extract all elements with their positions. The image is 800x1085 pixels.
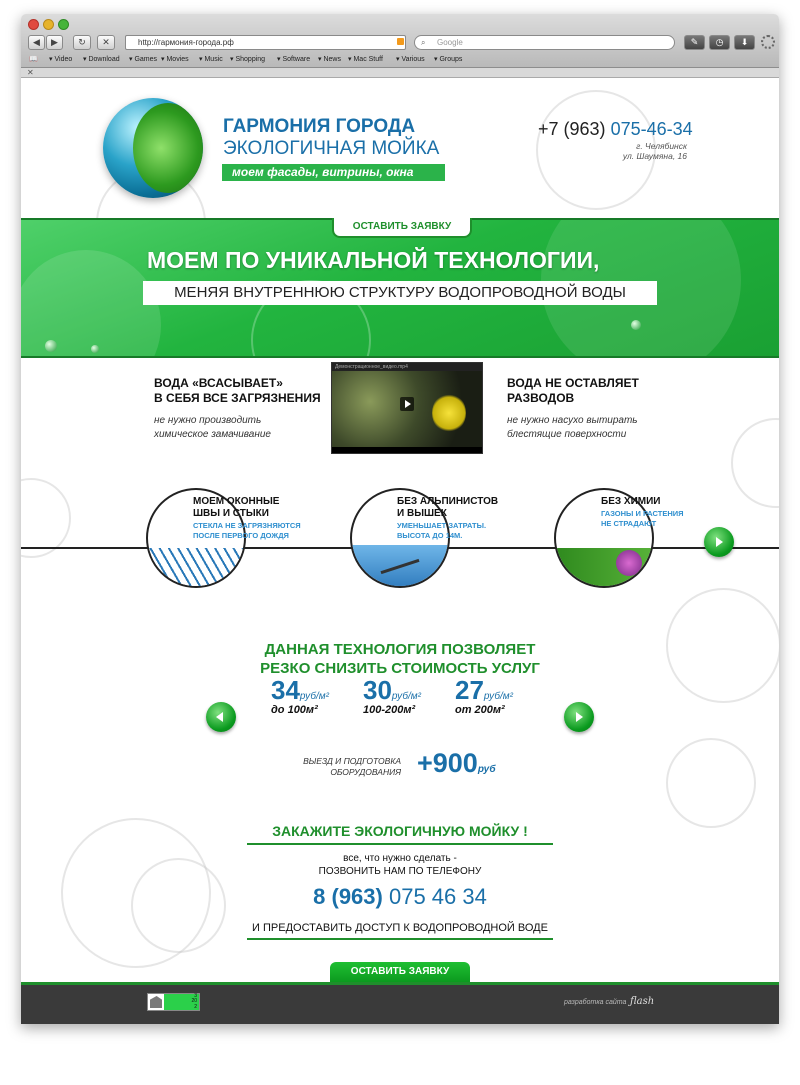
brand-name: ГАРМОНИЯ ГОРОДА [223, 116, 416, 137]
decor-ring [21, 250, 161, 358]
price-tier-3-unit: руб/м² [483, 691, 513, 702]
feature-1-title-1: МОЕМ ОКОННЫЕ [193, 496, 280, 507]
bookmark-item[interactable]: ▾ News [318, 56, 341, 63]
order-phone-prefix: 8 (963) [313, 884, 383, 909]
feature-1-title-2: ШВЫ И СТЫКИ [193, 508, 269, 519]
benefit-left-title-2: В СЕБЯ ВСЕ ЗАГРЯЗНЕНИЯ [154, 391, 321, 405]
price-tier-1-unit: руб/м² [299, 691, 329, 702]
pricing-title-2: РЕЗКО СНИЗИТЬ СТОИМОСТЬ УСЛУГ [260, 660, 540, 677]
price-tier-2-value: 30 [363, 675, 392, 705]
web-page [21, 78, 779, 1024]
header-phone[interactable] [538, 118, 693, 140]
hero-order-button[interactable]: ОСТАВИТЬ ЗАЯВКУ [332, 218, 472, 238]
bookmark-item[interactable]: ▾ Software [277, 56, 311, 63]
order-title: ЗАКАЖИТЕ ЭКОЛОГИЧНУЮ МОЙКУ ! [247, 822, 553, 845]
price-tier-1 [271, 676, 329, 717]
minimize-window-icon[interactable] [43, 19, 54, 30]
hero-title: МОЕМ ПО УНИКАЛЬНОЙ ТЕХНОЛОГИИ, [147, 247, 600, 273]
header-phone-prefix: +7 (963) [538, 119, 606, 139]
benefit-left-title-1: ВОДА «ВСАСЫВАЕТ» [154, 376, 283, 390]
feature-image-glass [148, 548, 246, 588]
feature-3-sub-1: ГАЗОНЫ И РАСТЕНИЯ [601, 509, 684, 518]
counter-value: 20 [191, 998, 197, 1005]
bookmark-item[interactable]: ▾ Games [129, 56, 158, 63]
bookmark-label: Games [134, 56, 158, 63]
developer-credit[interactable]: разработка сайта [564, 999, 627, 1006]
price-tier-1-value: 34 [271, 675, 300, 705]
bookmark-label: Various [401, 56, 425, 63]
bookmarks-book-icon[interactable]: 📖 [29, 56, 38, 63]
order-line-1: все, что нужно сделать - [343, 853, 457, 864]
feature-2-sub-1: УМЕНЬШАЕТ ЗАТРАТЫ. [397, 521, 487, 530]
decor-ring [21, 478, 71, 558]
hero-subtitle: МЕНЯЯ ВНУТРЕННЮЮ СТРУКТУРУ ВОДОПРОВОДНОЙ ВОДЫ [143, 281, 657, 305]
extra-cost-value: +900 [417, 748, 478, 778]
bookmark-label: Software [282, 56, 311, 63]
extra-cost-label-1: ВЫЕЗД И ПОДГОТОВКА [303, 756, 401, 766]
developer-signature[interactable]: ƒlash [630, 996, 655, 1007]
decor-ring [666, 738, 756, 828]
video-controls-bar[interactable] [332, 447, 483, 454]
footer-order-button[interactable]: ОСТАВИТЬ ЗАЯВКУ [330, 962, 470, 982]
price-tier-2-range: 100-200м² [363, 704, 416, 716]
bookmark-label: Music [204, 56, 223, 63]
reload-button[interactable]: ↻ [73, 35, 91, 50]
price-tier-1-range: до 100м² [271, 704, 318, 716]
header-city: г. Челябинск [636, 141, 687, 151]
history-icon[interactable]: ◷ [709, 35, 730, 50]
feature-1-sub-1: СТЕКЛА НЕ ЗАГРЯЗНЯЮТСЯ [193, 521, 301, 530]
bookmark-item[interactable]: ▾ Various [396, 56, 425, 63]
price-tier-3-value: 27 [455, 675, 484, 705]
feature-image-flowers [616, 550, 642, 576]
benefit-left-sub-2: химическое замачивание [154, 429, 271, 440]
loading-spinner-icon [761, 35, 775, 49]
download-icon[interactable]: ⬇ [734, 35, 755, 50]
extra-cost-unit: руб [477, 764, 496, 775]
bookmark-item[interactable]: ▾ Mac Stuff [348, 56, 383, 63]
water-drop [631, 320, 641, 330]
feature-2-title-1: БЕЗ АЛЬПИНИСТОВ [397, 496, 499, 507]
bookmark-label: Download [88, 56, 120, 63]
bookmark-item[interactable]: ▾ Music [199, 56, 223, 63]
benefit-right-title-1: ВОДА НЕ ОСТАВЛЯЕТ [507, 376, 639, 390]
zoom-window-icon[interactable] [58, 19, 69, 30]
water-drop [91, 345, 99, 353]
search-input[interactable]: Google [414, 35, 675, 50]
bookmark-add-icon[interactable]: ✎ [684, 35, 705, 50]
counter-value: 3 [194, 993, 197, 999]
bookmark-item[interactable]: ▾ Shopping [230, 56, 266, 63]
benefit-right-sub-1: не нужно насухо вытирать [507, 415, 638, 426]
tagline-banner: моем фасады, витрины, окна [222, 164, 445, 181]
bookmark-label: News [323, 56, 341, 63]
feature-3-title-1: БЕЗ ХИМИИ [601, 496, 661, 507]
benefit-left-sub-1: не нужно производить [154, 415, 262, 426]
video-player[interactable] [331, 362, 483, 454]
price-tier-2-unit: руб/м² [391, 691, 421, 702]
browser-window [21, 14, 779, 1024]
bookmark-item[interactable]: ▾ Download [83, 56, 120, 63]
water-drop [45, 340, 57, 352]
brand-subtitle: ЭКОЛОГИЧНАЯ МОЙКА [223, 138, 440, 159]
footer [21, 985, 779, 1024]
decor-ring [731, 418, 779, 508]
bookmark-item[interactable]: ▾ Video [49, 56, 73, 63]
visit-counter[interactable] [147, 993, 200, 1011]
extra-cost [417, 748, 496, 779]
benefit-right-title-2: РАЗВОДОВ [507, 391, 575, 405]
pricing-next-button[interactable] [564, 702, 594, 732]
counter-logo-icon [150, 996, 162, 1008]
tab-strip [21, 68, 779, 78]
browser-toolbar [21, 14, 779, 68]
extra-cost-label-2: ОБОРУДОВАНИЯ [330, 767, 401, 777]
search-icon: ⌕ [421, 38, 426, 47]
logo-globe [103, 98, 203, 198]
order-phone[interactable] [21, 884, 779, 910]
header-phone-number: 075-46-34 [610, 119, 693, 139]
features-next-button[interactable] [704, 527, 734, 557]
bookmark-label: Shopping [235, 56, 266, 63]
bookmarks-bar [21, 53, 779, 67]
video-play-button[interactable] [400, 397, 414, 411]
logo-leaf-half [133, 103, 203, 193]
back-button[interactable]: ◀ [28, 35, 45, 50]
feature-2-title-2: И ВЫШЕК [397, 508, 447, 519]
bookmark-label: Mac Stuff [353, 56, 383, 63]
pricing-title-1: ДАННАЯ ТЕХНОЛОГИЯ ПОЗВОЛЯЕТ [264, 641, 536, 658]
rss-icon[interactable] [397, 38, 404, 45]
counter-values [164, 994, 199, 1010]
close-window-icon[interactable] [28, 19, 39, 30]
feature-3-sub-2: НЕ СТРАДАЮТ [601, 519, 657, 528]
price-tier-2 [363, 676, 421, 717]
stop-button[interactable]: ✕ [97, 35, 115, 50]
benefit-right-sub-2: блестящие поверхности [507, 429, 627, 440]
forward-button[interactable]: ▶ [46, 35, 63, 50]
video-flower [432, 393, 466, 433]
price-tier-3 [455, 676, 513, 717]
pricing-prev-button[interactable] [206, 702, 236, 732]
order-line-3: И ПРЕДОСТАВИТЬ ДОСТУП К ВОДОПРОВОДНОЙ ВОДЕ [247, 921, 553, 940]
close-tab-icon[interactable]: ✕ [27, 68, 34, 77]
order-phone-number: 075 46 34 [388, 884, 487, 909]
video-title: Демонстрационное_видео.mp4 [332, 363, 483, 371]
bookmark-item[interactable]: ▾ Groups [434, 56, 463, 63]
bookmark-label: Movies [166, 56, 189, 63]
address-bar[interactable]: http://гармония-города.рф [125, 35, 406, 50]
order-line-2: ПОЗВОНИТЬ НАМ ПО ТЕЛЕФОНУ [318, 866, 482, 877]
header-street: ул. Шаумяна, 16 [622, 151, 687, 161]
feature-1-sub-2: ПОСЛЕ ПЕРВОГО ДОЖДЯ [193, 531, 289, 540]
price-tier-3-range: от 200м² [455, 704, 505, 716]
bookmark-label: Video [54, 56, 73, 63]
bookmark-item[interactable]: ▾ Movies [161, 56, 189, 63]
play-icon [405, 400, 411, 408]
bookmark-label: Groups [439, 56, 463, 63]
feature-2-sub-2: ВЫСОТА ДО 14М. [397, 531, 463, 540]
counter-value: 2 [194, 1003, 197, 1010]
